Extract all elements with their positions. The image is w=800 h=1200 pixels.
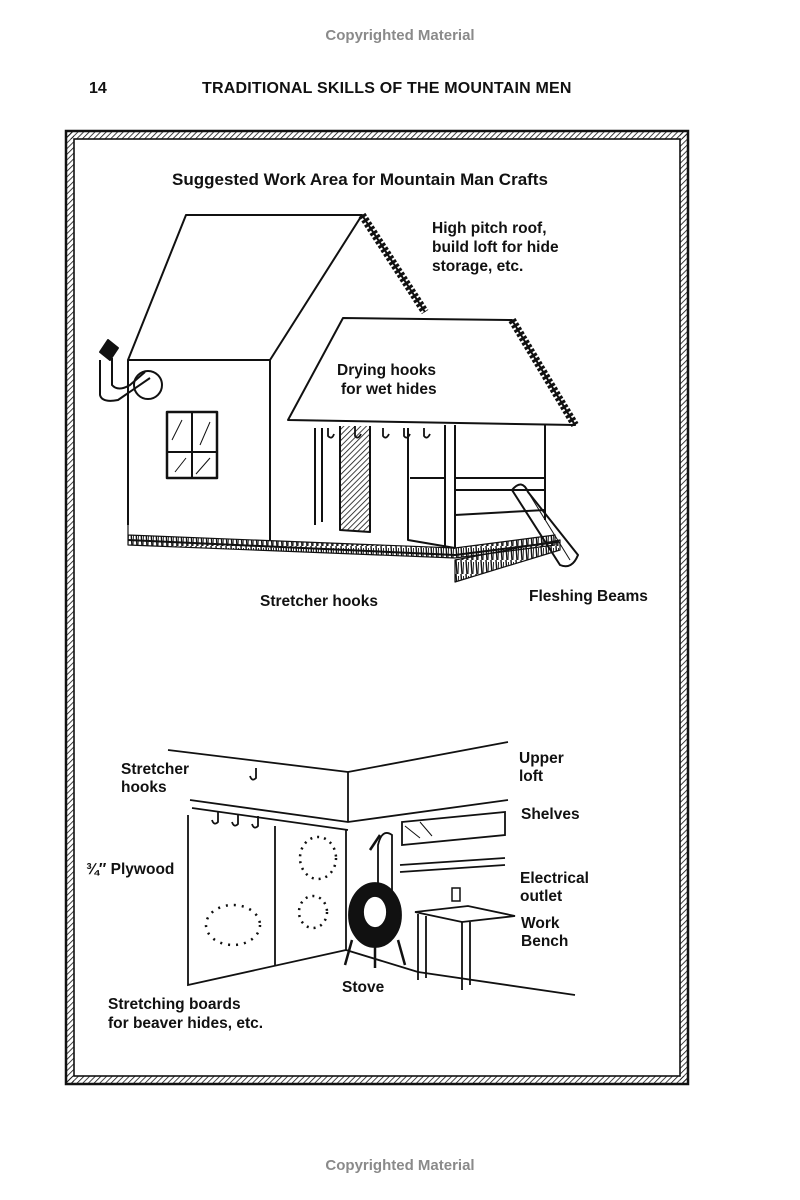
label-interior-stretcher-hooks-line2: hooks [121, 779, 167, 796]
stove [345, 833, 405, 968]
copyright-watermark-bottom: Copyrighted Material [325, 1157, 475, 1174]
electrical-outlet [452, 888, 460, 901]
workshop-interior-drawing [168, 742, 575, 995]
label-high-pitch-roof-line2: build loft for hide [432, 239, 559, 256]
label-drying-hooks-line2: for wet hides [341, 381, 437, 398]
running-title: TRADITIONAL SKILLS OF THE MOUNTAIN MEN [202, 80, 572, 97]
label-high-pitch-roof-line1: High pitch roof, [432, 220, 547, 237]
page-number: 14 [89, 80, 107, 97]
label-stretcher-hooks: Stretcher hooks [260, 593, 379, 610]
label-high-pitch-roof-line3: storage, etc. [432, 258, 524, 275]
label-electrical-outlet-line1: Electrical [520, 870, 589, 887]
label-stove: Stove [342, 979, 385, 996]
label-electrical-outlet-line2: outlet [520, 888, 563, 905]
cabin-window [167, 412, 217, 478]
figure-title: Suggested Work Area for Mountain Man Crafts [172, 170, 548, 189]
label-fleshing-beams: Fleshing Beams [529, 588, 648, 605]
label-interior-stretcher-hooks-line1: Stretcher [121, 761, 190, 778]
label-upper-loft-line1: Upper [519, 750, 564, 767]
label-stretching-boards-line2: for beaver hides, etc. [108, 1015, 264, 1032]
copyright-watermark-top: Copyrighted Material [325, 27, 475, 44]
label-drying-hooks-line1: Drying hooks [337, 362, 437, 379]
label-plywood: ¾″ Plywood [86, 861, 175, 878]
label-upper-loft-line2: loft [519, 768, 544, 785]
label-stretching-boards-line1: Stretching boards [108, 996, 241, 1013]
shelves [400, 812, 505, 872]
label-work-bench-line2: Bench [521, 933, 569, 950]
label-work-bench-line1: Work [521, 915, 560, 932]
stovepipe [100, 340, 162, 401]
work-bench [415, 906, 515, 990]
label-shelves: Shelves [521, 806, 580, 823]
